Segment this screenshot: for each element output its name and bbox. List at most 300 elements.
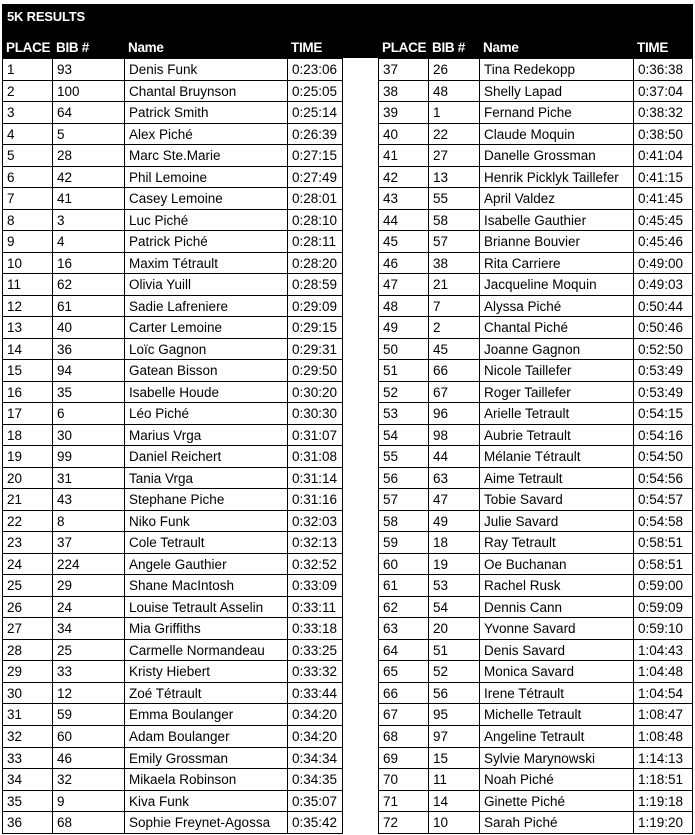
name-cell: Yvonne Savard — [480, 618, 634, 640]
table-row — [3, 317, 343, 339]
bib-cell: 3 — [53, 210, 125, 232]
table-row — [379, 468, 693, 490]
name-cell: Chantal Bruynson — [125, 81, 288, 103]
time-cell: 0:53:49 — [634, 360, 693, 382]
bib-cell: 100 — [53, 81, 125, 103]
bib-cell: 19 — [429, 554, 480, 576]
header-name: Name — [128, 40, 164, 55]
name-cell: Sadie Lafreniere — [125, 296, 288, 318]
bib-cell: 18 — [429, 532, 480, 554]
table-row — [379, 769, 693, 791]
bib-cell: 56 — [429, 683, 480, 705]
time-cell: 0:53:49 — [634, 382, 693, 404]
table-row — [379, 704, 693, 726]
table-row — [3, 167, 343, 189]
table-row — [3, 102, 343, 124]
place-cell: 56 — [379, 468, 429, 490]
table-row — [379, 210, 693, 232]
time-cell: 0:28:01 — [288, 188, 343, 210]
bib-cell: 59 — [53, 704, 125, 726]
name-cell: Rita Carriere — [480, 253, 634, 275]
table-row — [379, 360, 693, 382]
time-cell: 0:41:15 — [634, 167, 693, 189]
name-cell: Maxim Tétrault — [125, 253, 288, 275]
time-cell: 0:54:16 — [634, 425, 693, 447]
bib-cell: 7 — [429, 296, 480, 318]
place-cell: 34 — [3, 769, 53, 791]
time-cell: 0:38:32 — [634, 102, 693, 124]
name-cell: Angeline Tetrault — [480, 726, 634, 748]
results-title: 5K RESULTS — [7, 9, 85, 24]
table-row — [3, 403, 343, 425]
table-row — [379, 791, 693, 813]
name-cell: Patrick Piché — [125, 231, 288, 253]
table-row — [379, 683, 693, 705]
time-cell: 0:31:07 — [288, 425, 343, 447]
time-cell: 0:36:38 — [634, 59, 693, 81]
bib-cell: 28 — [53, 145, 125, 167]
table-row — [379, 102, 693, 124]
time-cell: 1:14:13 — [634, 748, 693, 770]
name-cell: Brianne Bouvier — [480, 231, 634, 253]
table-row — [379, 640, 693, 662]
name-cell: Jacqueline Moquin — [480, 274, 634, 296]
name-cell: Danelle Grossman — [480, 145, 634, 167]
name-cell: Zoé Tétrault — [125, 683, 288, 705]
table-row — [379, 188, 693, 210]
bib-cell: 36 — [53, 339, 125, 361]
place-cell: 59 — [379, 532, 429, 554]
name-cell: Aubrie Tetrault — [480, 425, 634, 447]
place-cell: 1 — [3, 59, 53, 81]
place-cell: 51 — [379, 360, 429, 382]
name-cell: Adam Boulanger — [125, 726, 288, 748]
place-cell: 72 — [379, 812, 429, 834]
header-name: Name — [483, 40, 519, 55]
time-cell: 0:31:08 — [288, 446, 343, 468]
place-cell: 16 — [3, 382, 53, 404]
place-cell: 67 — [379, 704, 429, 726]
table-row — [379, 253, 693, 275]
time-cell: 0:29:31 — [288, 339, 343, 361]
place-cell: 22 — [3, 511, 53, 533]
bib-cell: 38 — [429, 253, 480, 275]
bib-cell: 11 — [429, 769, 480, 791]
place-cell: 31 — [3, 704, 53, 726]
bib-cell: 68 — [53, 812, 125, 834]
bib-cell: 29 — [53, 575, 125, 597]
table-row — [379, 145, 693, 167]
bib-cell: 94 — [53, 360, 125, 382]
time-cell: 0:54:58 — [634, 511, 693, 533]
place-cell: 18 — [3, 425, 53, 447]
place-cell: 7 — [3, 188, 53, 210]
bib-cell: 9 — [53, 791, 125, 813]
bib-cell: 42 — [53, 167, 125, 189]
name-cell: Chantal Piché — [480, 317, 634, 339]
time-cell: 0:38:50 — [634, 124, 693, 146]
name-cell: Léo Piché — [125, 403, 288, 425]
time-cell: 0:41:45 — [634, 188, 693, 210]
time-cell: 0:30:30 — [288, 403, 343, 425]
bib-cell: 24 — [53, 597, 125, 619]
bib-cell: 61 — [53, 296, 125, 318]
header-time: TIME — [637, 40, 669, 55]
table-row — [3, 59, 343, 81]
place-cell: 64 — [379, 640, 429, 662]
time-cell: 1:08:47 — [634, 704, 693, 726]
bib-cell: 63 — [429, 468, 480, 490]
name-cell: Niko Funk — [125, 511, 288, 533]
place-cell: 29 — [3, 661, 53, 683]
name-cell: Ray Tetrault — [480, 532, 634, 554]
column-header-bar — [2, 34, 693, 58]
table-row — [3, 425, 343, 447]
place-cell: 28 — [3, 640, 53, 662]
table-row — [379, 403, 693, 425]
time-cell: 0:59:10 — [634, 618, 693, 640]
name-cell: Roger Taillefer — [480, 382, 634, 404]
time-cell: 0:33:11 — [288, 597, 343, 619]
bib-cell: 66 — [429, 360, 480, 382]
name-cell: Aime Tetrault — [480, 468, 634, 490]
place-cell: 55 — [379, 446, 429, 468]
title-bar — [2, 4, 693, 34]
table-row — [379, 726, 693, 748]
name-cell: Joanne Gagnon — [480, 339, 634, 361]
place-cell: 17 — [3, 403, 53, 425]
name-cell: Mikaela Robinson — [125, 769, 288, 791]
bib-cell: 43 — [53, 489, 125, 511]
place-cell: 3 — [3, 102, 53, 124]
bib-cell: 13 — [429, 167, 480, 189]
bib-cell: 30 — [53, 425, 125, 447]
time-cell: 0:41:04 — [634, 145, 693, 167]
name-cell: Michelle Tetrault — [480, 704, 634, 726]
name-cell: Alyssa Piché — [480, 296, 634, 318]
time-cell: 0:25:14 — [288, 102, 343, 124]
table-row — [3, 124, 343, 146]
bib-cell: 27 — [429, 145, 480, 167]
bib-cell: 8 — [53, 511, 125, 533]
name-cell: Stephane Piche — [125, 489, 288, 511]
place-cell: 32 — [3, 726, 53, 748]
bib-cell: 48 — [429, 81, 480, 103]
time-cell: 0:32:13 — [288, 532, 343, 554]
place-cell: 39 — [379, 102, 429, 124]
time-cell: 0:34:35 — [288, 769, 343, 791]
time-cell: 0:45:45 — [634, 210, 693, 232]
table-row — [379, 748, 693, 770]
name-cell: Tina Redekopp — [480, 59, 634, 81]
bib-cell: 4 — [53, 231, 125, 253]
name-cell: Denis Funk — [125, 59, 288, 81]
bib-cell: 93 — [53, 59, 125, 81]
place-cell: 65 — [379, 661, 429, 683]
place-cell: 43 — [379, 188, 429, 210]
place-cell: 44 — [379, 210, 429, 232]
table-row — [3, 661, 343, 683]
table-row — [379, 81, 693, 103]
name-cell: Isabelle Gauthier — [480, 210, 634, 232]
name-cell: April Valdez — [480, 188, 634, 210]
bib-cell: 1 — [429, 102, 480, 124]
name-cell: Alex Piché — [125, 124, 288, 146]
name-cell: Carmelle Normandeau — [125, 640, 288, 662]
bib-cell: 26 — [429, 59, 480, 81]
table-row — [379, 339, 693, 361]
table-row — [3, 145, 343, 167]
table-row — [3, 489, 343, 511]
time-cell: 0:34:20 — [288, 704, 343, 726]
place-cell: 46 — [379, 253, 429, 275]
name-cell: Cole Tetrault — [125, 532, 288, 554]
place-cell: 24 — [3, 554, 53, 576]
time-cell: 1:19:20 — [634, 812, 693, 834]
place-cell: 13 — [3, 317, 53, 339]
bib-cell: 57 — [429, 231, 480, 253]
table-row — [3, 339, 343, 361]
place-cell: 11 — [3, 274, 53, 296]
name-cell: Mélanie Tétrault — [480, 446, 634, 468]
place-cell: 14 — [3, 339, 53, 361]
place-cell: 40 — [379, 124, 429, 146]
table-row — [3, 791, 343, 813]
name-cell: Arielle Tetrault — [480, 403, 634, 425]
name-cell: Henrik Picklyk Taillefer — [480, 167, 634, 189]
time-cell: 1:04:48 — [634, 661, 693, 683]
table-row — [379, 661, 693, 683]
time-cell: 0:27:49 — [288, 167, 343, 189]
table-row — [379, 554, 693, 576]
place-cell: 21 — [3, 489, 53, 511]
place-cell: 70 — [379, 769, 429, 791]
time-cell: 0:35:42 — [288, 812, 343, 834]
table-row — [3, 446, 343, 468]
place-cell: 68 — [379, 726, 429, 748]
time-cell: 0:31:14 — [288, 468, 343, 490]
name-cell: Noah Piché — [480, 769, 634, 791]
time-cell: 0:50:46 — [634, 317, 693, 339]
place-cell: 69 — [379, 748, 429, 770]
table-row — [3, 532, 343, 554]
bib-cell: 67 — [429, 382, 480, 404]
bib-cell: 58 — [429, 210, 480, 232]
time-cell: 0:37:04 — [634, 81, 693, 103]
time-cell: 0:54:50 — [634, 446, 693, 468]
bib-cell: 47 — [429, 489, 480, 511]
bib-cell: 53 — [429, 575, 480, 597]
name-cell: Olivia Yuill — [125, 274, 288, 296]
table-row — [379, 597, 693, 619]
table-row — [3, 231, 343, 253]
name-cell: Marc Ste.Marie — [125, 145, 288, 167]
place-cell: 19 — [3, 446, 53, 468]
table-row — [379, 274, 693, 296]
bib-cell: 2 — [429, 317, 480, 339]
table-row — [3, 188, 343, 210]
time-cell: 0:33:18 — [288, 618, 343, 640]
name-cell: Kristy Hiebert — [125, 661, 288, 683]
table-row — [3, 640, 343, 662]
place-cell: 42 — [379, 167, 429, 189]
bib-cell: 45 — [429, 339, 480, 361]
table-row — [3, 468, 343, 490]
bib-cell: 64 — [53, 102, 125, 124]
bib-cell: 54 — [429, 597, 480, 619]
name-cell: Phil Lemoine — [125, 167, 288, 189]
header-place: PLACE — [6, 40, 51, 55]
bib-cell: 55 — [429, 188, 480, 210]
name-cell: Julie Savard — [480, 511, 634, 533]
table-row — [379, 618, 693, 640]
time-cell: 0:25:05 — [288, 81, 343, 103]
place-cell: 8 — [3, 210, 53, 232]
name-cell: Sophie Freynet-Agossa — [125, 812, 288, 834]
time-cell: 0:33:09 — [288, 575, 343, 597]
bib-cell: 34 — [53, 618, 125, 640]
name-cell: Tobie Savard — [480, 489, 634, 511]
place-cell: 33 — [3, 748, 53, 770]
name-cell: Carter Lemoine — [125, 317, 288, 339]
time-cell: 0:23:06 — [288, 59, 343, 81]
time-cell: 0:45:46 — [634, 231, 693, 253]
place-cell: 52 — [379, 382, 429, 404]
place-cell: 35 — [3, 791, 53, 813]
time-cell: 0:54:56 — [634, 468, 693, 490]
time-cell: 0:29:09 — [288, 296, 343, 318]
name-cell: Ginette Piché — [480, 791, 634, 813]
name-cell: Kiva Funk — [125, 791, 288, 813]
bib-cell: 37 — [53, 532, 125, 554]
table-row — [3, 597, 343, 619]
time-cell: 1:04:54 — [634, 683, 693, 705]
bib-cell: 95 — [429, 704, 480, 726]
table-row — [3, 296, 343, 318]
bib-cell: 99 — [53, 446, 125, 468]
table-row — [379, 167, 693, 189]
name-cell: Irene Tétrault — [480, 683, 634, 705]
table-row — [379, 425, 693, 447]
bib-cell: 49 — [429, 511, 480, 533]
time-cell: 0:49:00 — [634, 253, 693, 275]
name-cell: Oe Buchanan — [480, 554, 634, 576]
table-row — [3, 360, 343, 382]
table-row — [379, 317, 693, 339]
place-cell: 9 — [3, 231, 53, 253]
time-cell: 1:04:43 — [634, 640, 693, 662]
place-cell: 2 — [3, 81, 53, 103]
bib-cell: 44 — [429, 446, 480, 468]
time-cell: 0:29:15 — [288, 317, 343, 339]
place-cell: 57 — [379, 489, 429, 511]
name-cell: Isabelle Houde — [125, 382, 288, 404]
time-cell: 0:35:07 — [288, 791, 343, 813]
table-row — [379, 446, 693, 468]
name-cell: Shane MacIntosh — [125, 575, 288, 597]
name-cell: Denis Savard — [480, 640, 634, 662]
name-cell: Sylvie Marynowski — [480, 748, 634, 770]
results-table-left — [2, 58, 343, 834]
place-cell: 10 — [3, 253, 53, 275]
bib-cell: 16 — [53, 253, 125, 275]
time-cell: 0:32:03 — [288, 511, 343, 533]
place-cell: 36 — [3, 812, 53, 834]
bib-cell: 32 — [53, 769, 125, 791]
bib-cell: 6 — [53, 403, 125, 425]
table-row — [3, 704, 343, 726]
place-cell: 27 — [3, 618, 53, 640]
table-row — [379, 575, 693, 597]
name-cell: Marius Vrga — [125, 425, 288, 447]
bib-cell: 15 — [429, 748, 480, 770]
table-row — [3, 253, 343, 275]
place-cell: 53 — [379, 403, 429, 425]
table-row — [379, 382, 693, 404]
bib-cell: 97 — [429, 726, 480, 748]
header-bib: BIB # — [56, 40, 90, 55]
time-cell: 0:50:44 — [634, 296, 693, 318]
name-cell: Monica Savard — [480, 661, 634, 683]
table-row — [379, 511, 693, 533]
time-cell: 0:58:51 — [634, 554, 693, 576]
time-cell: 0:29:50 — [288, 360, 343, 382]
place-cell: 30 — [3, 683, 53, 705]
table-row — [3, 683, 343, 705]
name-cell: Claude Moquin — [480, 124, 634, 146]
bib-cell: 96 — [429, 403, 480, 425]
bib-cell: 35 — [53, 382, 125, 404]
table-row — [3, 554, 343, 576]
bib-cell: 5 — [53, 124, 125, 146]
place-cell: 6 — [3, 167, 53, 189]
name-cell: Dennis Cann — [480, 597, 634, 619]
place-cell: 5 — [3, 145, 53, 167]
table-row — [3, 748, 343, 770]
time-cell: 1:18:51 — [634, 769, 693, 791]
time-cell: 0:28:59 — [288, 274, 343, 296]
name-cell: Rachel Rusk — [480, 575, 634, 597]
bib-cell: 14 — [429, 791, 480, 813]
place-cell: 71 — [379, 791, 429, 813]
time-cell: 0:33:25 — [288, 640, 343, 662]
place-cell: 12 — [3, 296, 53, 318]
table-row — [379, 231, 693, 253]
place-cell: 15 — [3, 360, 53, 382]
table-row — [3, 210, 343, 232]
time-cell: 0:54:15 — [634, 403, 693, 425]
time-cell: 0:31:16 — [288, 489, 343, 511]
place-cell: 49 — [379, 317, 429, 339]
results-table-right — [378, 58, 693, 834]
name-cell: Luc Piché — [125, 210, 288, 232]
time-cell: 0:52:50 — [634, 339, 693, 361]
bib-cell: 22 — [429, 124, 480, 146]
time-cell: 0:59:00 — [634, 575, 693, 597]
table-row — [3, 726, 343, 748]
time-cell: 0:28:11 — [288, 231, 343, 253]
place-cell: 38 — [379, 81, 429, 103]
name-cell: Angele Gauthier — [125, 554, 288, 576]
place-cell: 26 — [3, 597, 53, 619]
place-cell: 45 — [379, 231, 429, 253]
time-cell: 0:33:32 — [288, 661, 343, 683]
bib-cell: 51 — [429, 640, 480, 662]
name-cell: Patrick Smith — [125, 102, 288, 124]
time-cell: 0:32:52 — [288, 554, 343, 576]
bib-cell: 52 — [429, 661, 480, 683]
header-time: TIME — [291, 40, 323, 55]
